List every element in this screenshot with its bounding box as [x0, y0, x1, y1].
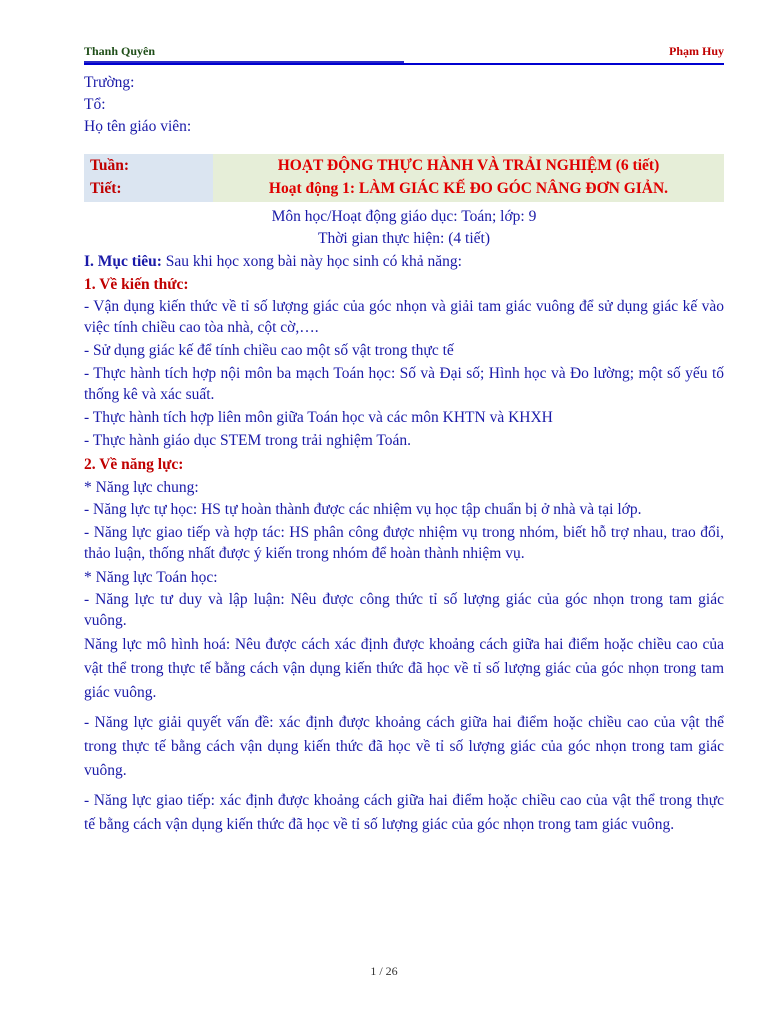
- title-box-titles: [213, 154, 724, 202]
- document-body: [84, 72, 724, 837]
- school-line: Trường:: [84, 74, 135, 91]
- lesson-title: HOẠT ĐỘNG THỰC HÀNH VÀ TRẢI NGHIỆM (6 tiết): [277, 157, 660, 174]
- page-number: 1 / 26: [370, 964, 398, 978]
- general-competence-label: * Năng lực chung:: [84, 479, 199, 496]
- header-author-left: Thanh Quyên: [84, 44, 156, 58]
- group-line: Tổ:: [84, 96, 106, 113]
- math-competence-item: - Năng lực giao tiếp: xác định được khoảng cách giữa hai điểm hoặc chiều cao của vật thể trong thực tế bằng cách vận dụng kiến thức đã học về tỉ số lượng giác của góc nhọn trong tam giác vuông.: [84, 792, 724, 833]
- knowledge-item: - Vận dụng kiến thức về tỉ số lượng giác của góc nhọn và giải tam giác vuông để sử dụng giác kế vào việc tính chiều cao tòa nhà, cột cờ,….: [84, 298, 724, 336]
- time-line: Thời gian thực hiện: (4 tiết): [318, 230, 490, 247]
- math-competence-item: - Năng lực giải quyết vấn đề: xác định được khoảng cách giữa hai điểm hoặc chiều cao của vật thể trong thực tế bằng cách vận dụng kiến thức đã học về tỉ số lượng giác của góc nhọn trong tam giác vuông.: [84, 714, 724, 779]
- competence-heading: 2. Về năng lực:: [84, 456, 184, 473]
- lesson-title-box: [84, 154, 724, 202]
- period-label: Tiết:: [90, 180, 122, 197]
- knowledge-item: - Sử dụng giác kế để tính chiều cao một số vật trong thực tế: [84, 342, 454, 359]
- header-rule: [84, 63, 724, 65]
- competence-item: - Năng lực giao tiếp và hợp tác: HS phân công được nhiệm vụ trong nhóm, biết hỗ trợ nhau, trao đổi, thảo luận, thống nhất được ý kiến trong nhóm để hoàn thành nhiệm vụ.: [84, 524, 724, 562]
- math-competence-label: * Năng lực Toán học:: [84, 569, 218, 586]
- knowledge-item: - Thực hành giáo dục STEM trong trải nghiệm Toán.: [84, 432, 412, 449]
- math-competence-item: Năng lực mô hình hoá: Nêu được cách xác định được khoảng cách giữa hai điểm hoặc chiều cao của vật thể trong thực tế bằng cách vận dụng kiến thức đã học về tỉ số lượng giác của góc nhọn trong tam giác vuông.: [84, 636, 724, 701]
- teacher-line: Họ tên giáo viên:: [84, 118, 192, 135]
- page-header: [84, 44, 724, 62]
- knowledge-item: - Thực hành tích hợp liên môn giữa Toán học và các môn KHTN và KHXH: [84, 409, 553, 426]
- lesson-subtitle: Hoạt động 1: LÀM GIÁC KẾ ĐO GÓC NÂNG ĐƠN GIẢN.: [268, 180, 669, 197]
- math-competence-item: - Năng lực tư duy và lập luận: Nêu được công thức tỉ số lượng giác của góc nhọn trong tam giác vuông.: [84, 591, 724, 629]
- objectives-label: I. Mục tiêu:: [84, 253, 162, 270]
- objectives-intro: Sau khi học xong bài này học sinh có khả năng:: [161, 253, 462, 270]
- title-box-labels: [84, 154, 213, 202]
- subject-line: Môn học/Hoạt động giáo dục: Toán; lớp: 9: [271, 208, 537, 225]
- competence-item: - Năng lực tự học: HS tự hoàn thành được các nhiệm vụ học tập chuẩn bị ở nhà và tại lớp.: [84, 501, 642, 518]
- header-author-right: Phạm Huy: [668, 44, 724, 58]
- week-label: Tuần:: [90, 157, 130, 174]
- objectives-line: [84, 250, 724, 273]
- knowledge-heading: 1. Về kiến thức:: [84, 276, 189, 293]
- knowledge-item: - Thực hành tích hợp nội môn ba mạch Toán học: Số và Đại số; Hình học và Đo lường; một số yếu tố thống kê và xác suất.: [84, 365, 724, 403]
